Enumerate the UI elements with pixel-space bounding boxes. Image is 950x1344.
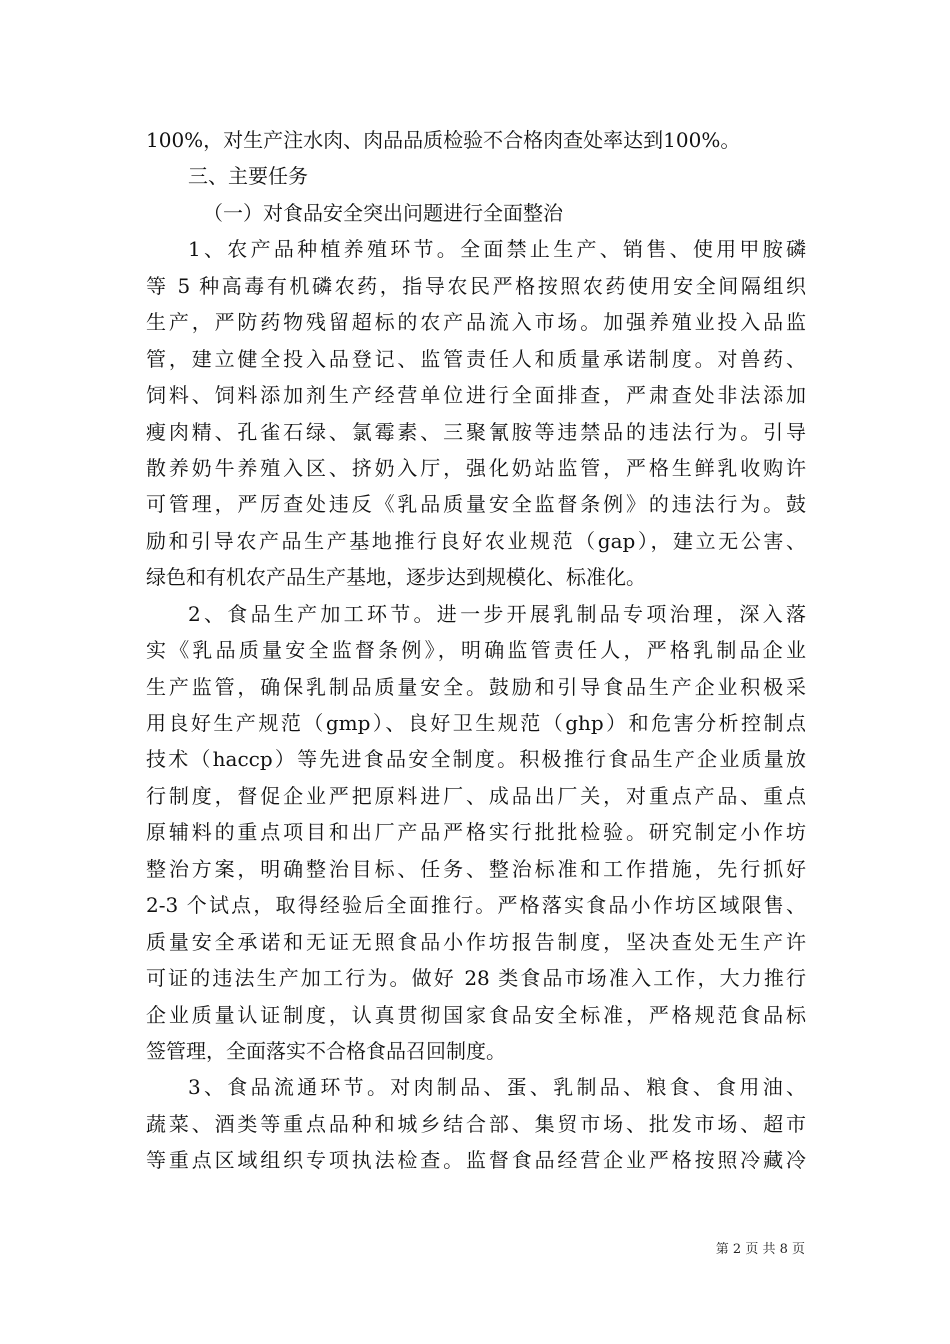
section-heading: 三、主要任务	[188, 164, 308, 189]
paragraph-line: 等 5 种高毒有机磷农药，指导农民严格按照农药使用安全间隔组织	[146, 273, 806, 298]
paragraph-line: 饲料、饲料添加剂生产经营单位进行全面排查，严肃查处非法添加	[146, 383, 806, 408]
paragraph-line: 2-3 个试点，取得经验后全面推行。严格落实食品小作坊区域限售、	[146, 893, 806, 918]
paragraph-line: 整治方案，明确整治目标、任务、整治标准和工作措施，先行抓好	[146, 856, 806, 881]
paragraph-line: 管，建立健全投入品登记、监管责任人和质量承诺制度。对兽药、	[146, 346, 806, 371]
paragraph-line: 原辅料的重点项目和出厂产品严格实行批批检验。研究制定小作坊	[146, 820, 806, 845]
page-indicator: 第 2 页 共 8 页	[715, 1242, 805, 1257]
paragraph-line: 质量安全承诺和无证无照食品小作坊报告制度，坚决查处无生产许	[146, 929, 806, 954]
paragraph-line: 可管理，严厉查处违反《乳品质量安全监督条例》的违法行为。鼓	[146, 492, 806, 517]
paragraph-line: 技术（haccp）等先进食品安全制度。积极推行食品生产企业质量放	[146, 747, 806, 772]
paragraph-line: 绿色和有机农产品生产基地，逐步达到规模化、标准化。	[146, 565, 646, 590]
paragraph-line: 实《乳品质量安全监督条例》，明确监管责任人，严格乳制品企业	[146, 638, 806, 663]
paragraph-line: 等重点区域组织专项执法检查。监督食品经营企业严格按照冷藏冷	[146, 1148, 806, 1173]
paragraph-line: 生产监管，确保乳制品质量安全。鼓励和引导食品生产企业积极采	[146, 674, 806, 699]
paragraph-line: 生产，严防药物残留超标的农产品流入市场。加强养殖业投入品监	[146, 310, 806, 335]
paragraph-line: 3、食品流通环节。对肉制品、蛋、乳制品、粮食、食用油、	[188, 1075, 806, 1100]
paragraph-line: 签管理，全面落实不合格食品召回制度。	[146, 1038, 506, 1063]
subsection-heading: （一）对食品安全突出问题进行全面整治	[203, 200, 563, 225]
paragraph-line: 可证的违法生产加工行为。做好 28 类食品市场准入工作，大力推行	[146, 966, 806, 991]
paragraph-line: 散养奶牛养殖入区、挤奶入厅，强化奶站监管，严格生鲜乳收购许	[146, 455, 806, 480]
text-line: 100%，对生产注水肉、肉品品质检验不合格肉查处率达到100%。	[146, 128, 741, 152]
document-body	[146, 122, 806, 1179]
paragraph-line: 励和引导农产品生产基地推行良好农业规范（gap），建立无公害、	[146, 528, 806, 553]
paragraph-line: 行制度，督促企业严把原料进厂、成品出厂关，对重点产品、重点	[146, 783, 806, 808]
paragraph-line: 1、农产品种植养殖环节。全面禁止生产、销售、使用甲胺磷	[188, 237, 806, 262]
paragraph-line: 2、食品生产加工环节。进一步开展乳制品专项治理，深入落	[188, 601, 806, 626]
paragraph-line: 企业质量认证制度，认真贯彻国家食品安全标准，严格规范食品标	[146, 1002, 806, 1027]
paragraph-line: 用良好生产规范（gmp）、良好卫生规范（ghp）和危害分析控制点	[146, 711, 806, 735]
paragraph-line: 瘦肉精、孔雀石绿、氯霉素、三聚氰胺等违禁品的违法行为。引导	[146, 419, 806, 444]
paragraph-line: 蔬菜、酒类等重点品种和城乡结合部、集贸市场、批发市场、超市	[146, 1111, 806, 1136]
